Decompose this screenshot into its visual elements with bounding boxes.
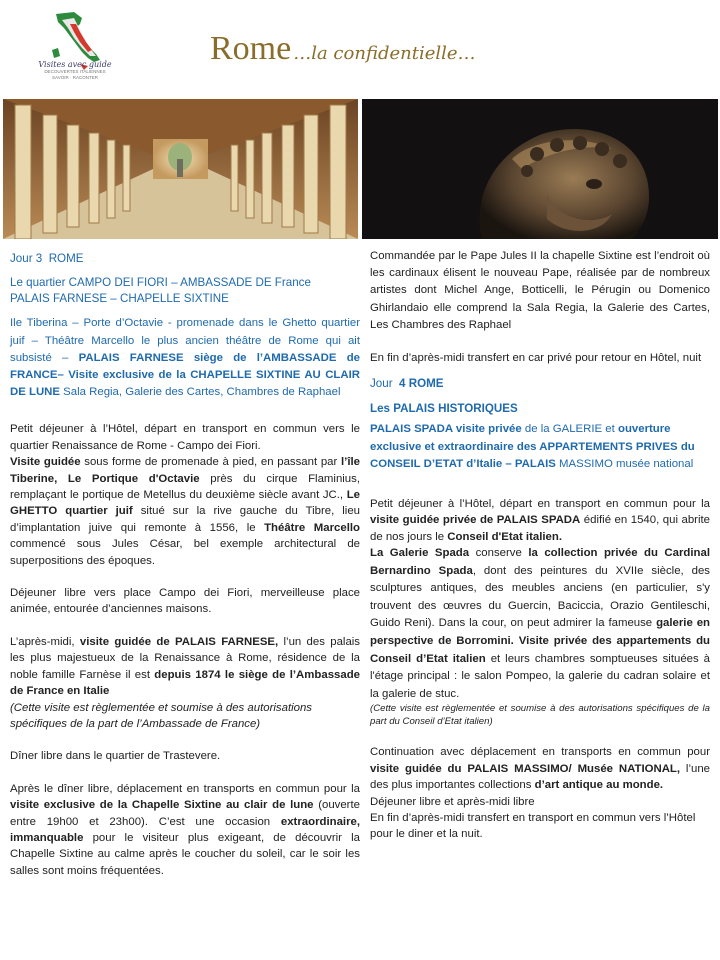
day4-paragraph-5: En fin d’après-midi transfert en transport en commun vers l’Hôtel pour le diner et la nuit. bbox=[370, 811, 696, 841]
day4-note: (Cette visite est règlementée et soumise à des autorisations spécifiques de la part du Conseil d’Etat italien) bbox=[370, 703, 710, 727]
colonnade-perspective-photo-icon bbox=[3, 99, 358, 239]
day3-column bbox=[10, 251, 360, 879]
day3-intro bbox=[10, 315, 360, 401]
day4-heading-text: Les PALAIS HISTORIQUES bbox=[370, 401, 518, 415]
day4-day: Jour bbox=[370, 377, 393, 391]
text: , dont des peintures du XVIIe siècle, des sculptures antiques, des meubles anciens (en particulier, s'y trouvent des œuvres du Guercin, Baciccia, Orazio Gentileschi, Guido Reni). Dans la cour, on peut admirer la fameuse bbox=[370, 564, 710, 630]
bold-text: visite guidée de PALAIS FARNESE, bbox=[79, 635, 279, 648]
day3-note bbox=[10, 700, 360, 733]
text: sous forme de promenade à pied, en passant par bbox=[84, 456, 338, 469]
bold-text: Le GHETTO quartier juif bbox=[10, 489, 360, 518]
day3-intro-bold: PALAIS FARNESE siège de l’AMBASSADE de FRANCE– Visite exclusive de la CHAPELLE SIXTINE AU CLAIR DE LUNE bbox=[10, 351, 361, 399]
day3-city: ROME bbox=[48, 252, 84, 265]
bronze-sculpture-photo bbox=[362, 99, 718, 239]
day3-heading-line1: Le quartier CAMPO DEI FIORI – AMBASSADE DE France bbox=[10, 276, 311, 290]
bold-text: l’île Tiberine, Le Portique d'Octavie bbox=[10, 456, 360, 485]
text: situé sur la rive gauche du Tibre, lieu d’implantation juive qui remonte à 1556, le bbox=[10, 505, 361, 534]
day3-day: Jour 3 bbox=[10, 252, 43, 265]
italic-note: (Cette visite est règlementée et soumise à des autorisations spécifiques de la part de l’Ambassade de France) bbox=[10, 701, 313, 730]
text: pour le visiteur plus exigeant, de découvrir la Chapelle Sixtine au calme après le coucher du soleil, car le soir les salles sont moins fréquentées. bbox=[10, 831, 360, 877]
title-main: Rome bbox=[210, 30, 292, 67]
bronze-head-sculpture-photo-icon bbox=[362, 99, 718, 239]
day4-paragraph-1 bbox=[370, 496, 710, 545]
bold-text: Théâtre Marcello bbox=[264, 521, 360, 534]
day3-intro-text1: Ile Tiberina – Porte d’Octavie - promenade dans le Ghetto quartier juif – Théâtre Marcello le plus ancien théâtre de Rome qui ait subsisté – bbox=[10, 317, 360, 364]
bold-text: ouverture exclusive et extraordinaire des APPARTEMENTS PRIVES du CONSEIL D’ETAT d’Italie – PALAIS bbox=[370, 423, 695, 471]
bold-text: la collection privée du Cardinal Bernardino Spada bbox=[370, 546, 711, 577]
text: (ouverte entre 19h00 et 23h00). C’est une occasion bbox=[10, 799, 360, 828]
day3-paragraph-1: Petit déjeuner à l’Hôtel, départ en transport en commun vers le quartier Renaissance de Rome - Campo dei Fiori. bbox=[10, 423, 360, 452]
text: Après le dîner libre, déplacement en transports en commun pour la bbox=[10, 782, 360, 795]
bold-text: Conseil d'Etat italien. bbox=[447, 530, 563, 543]
text: l’une des plus importantes collections bbox=[370, 762, 710, 792]
text: et leurs chambres somptueuses situées à l'étage principal : le salon Pompeo, la galerie du cadran solaire et la galerie de stuc. bbox=[370, 652, 711, 700]
text: Continuation avec déplacement en transports en commun pour bbox=[370, 746, 710, 759]
bold-text: d’art antique au monde. bbox=[534, 779, 664, 792]
sixtine-paragraph: Commandée par le Pape Jules II la chapelle Sixtine est l’endroit où les cardinaux élisent le nouveau Pape, réalisée par de nombreux artistes dont Michel Ange, Botticelli, le Pérugin ou Domenico Ghirlandaio elle comprend la Sala Regia, la Galerie des Cartes, Les Chambres des Raphael bbox=[370, 250, 710, 331]
day4-intro bbox=[370, 421, 710, 474]
colonnade-photo bbox=[3, 99, 358, 239]
bold-text: La Galerie Spada bbox=[370, 546, 470, 559]
text: MASSIMO musée national bbox=[559, 458, 694, 471]
bold-text: visite guidée privée de PALAIS SPADA bbox=[370, 514, 581, 527]
logo bbox=[30, 10, 120, 92]
text: près du cirque Flaminius, remplaçant le portique de Metellus du deuxième siècle avant JC., bbox=[10, 472, 360, 502]
text: de la GALERIE et bbox=[524, 423, 615, 436]
day3-paragraph-2 bbox=[10, 454, 360, 569]
bold-text: depuis 1874 le siège de l’Ambassade de France en Italie bbox=[10, 668, 360, 698]
text: L’après-midi, bbox=[10, 635, 75, 648]
day4-paragraph-3 bbox=[370, 744, 710, 793]
day3-heading bbox=[10, 275, 360, 307]
page-title bbox=[210, 30, 476, 68]
day3-heading-line2: PALAIS FARNESE – CHAPELLE SIXTINE bbox=[10, 292, 229, 306]
day3-paragraph-5: Dîner libre dans le quartier de Trastevere. bbox=[10, 750, 221, 763]
bold-text: extraordinaire, immanquable bbox=[10, 815, 361, 844]
logo-subline: DECOUVERTES ITALIENNES bbox=[44, 69, 106, 74]
day3-paragraph-3: Déjeuner libre vers place Campo dei Fiori, merveilleuse place animée, entourée d’anciennes maisons. bbox=[10, 587, 360, 616]
day4-label bbox=[370, 376, 710, 392]
bold-text: visite guidée du PALAIS MASSIMO/ Musée NATIONAL, bbox=[370, 762, 681, 775]
logo-tagline: Visites avec guide bbox=[38, 60, 112, 69]
day4-column bbox=[370, 248, 710, 843]
text: commencé sous Jules César, bel exemple architectural de superpositions des époques. bbox=[10, 538, 360, 567]
day3-paragraph-6 bbox=[10, 781, 360, 879]
bold-text: Visite privée des appartements du Conseil d’Etat italien bbox=[370, 634, 710, 665]
transfer-paragraph: En fin d’après-midi transfert en car privé pour retour en Hôtel, nuit bbox=[370, 352, 702, 365]
day3-label bbox=[10, 251, 360, 267]
logo-subline-2: SAVOIR · RACONTER bbox=[52, 75, 98, 80]
bold-text: visite exclusive de la Chapelle Sixtine au clair de lune bbox=[10, 799, 314, 812]
text: conserve bbox=[475, 546, 522, 559]
day4-city: ROME bbox=[408, 377, 444, 391]
text: l’un des palais les plus majestueux de la Renaissance à Rome, résidence de la noble famille Farnèse il est bbox=[10, 635, 361, 681]
day4-paragraph-2 bbox=[370, 545, 710, 703]
day3-intro-text2: Sala Regia, Galerie des Cartes, Chambres de Raphael bbox=[63, 386, 341, 399]
day4-heading bbox=[370, 401, 710, 417]
day4-paragraph-4: Déjeuner libre et après-midi libre bbox=[370, 795, 535, 808]
text: Petit déjeuner à l’Hôtel, départ en transport en commun pour la bbox=[370, 497, 710, 510]
day4-number: 4 bbox=[399, 377, 406, 391]
bold-text: PALAIS SPADA visite privée bbox=[370, 423, 522, 436]
day3-paragraph-4 bbox=[10, 634, 360, 700]
bold-text: Visite guidée bbox=[10, 456, 81, 469]
title-sub: …la confidentielle… bbox=[293, 43, 476, 64]
bold-text: galerie en perspective de Borromini. bbox=[370, 617, 710, 647]
text: édifié en 1540, qui abrite de nos jours le bbox=[370, 514, 710, 543]
